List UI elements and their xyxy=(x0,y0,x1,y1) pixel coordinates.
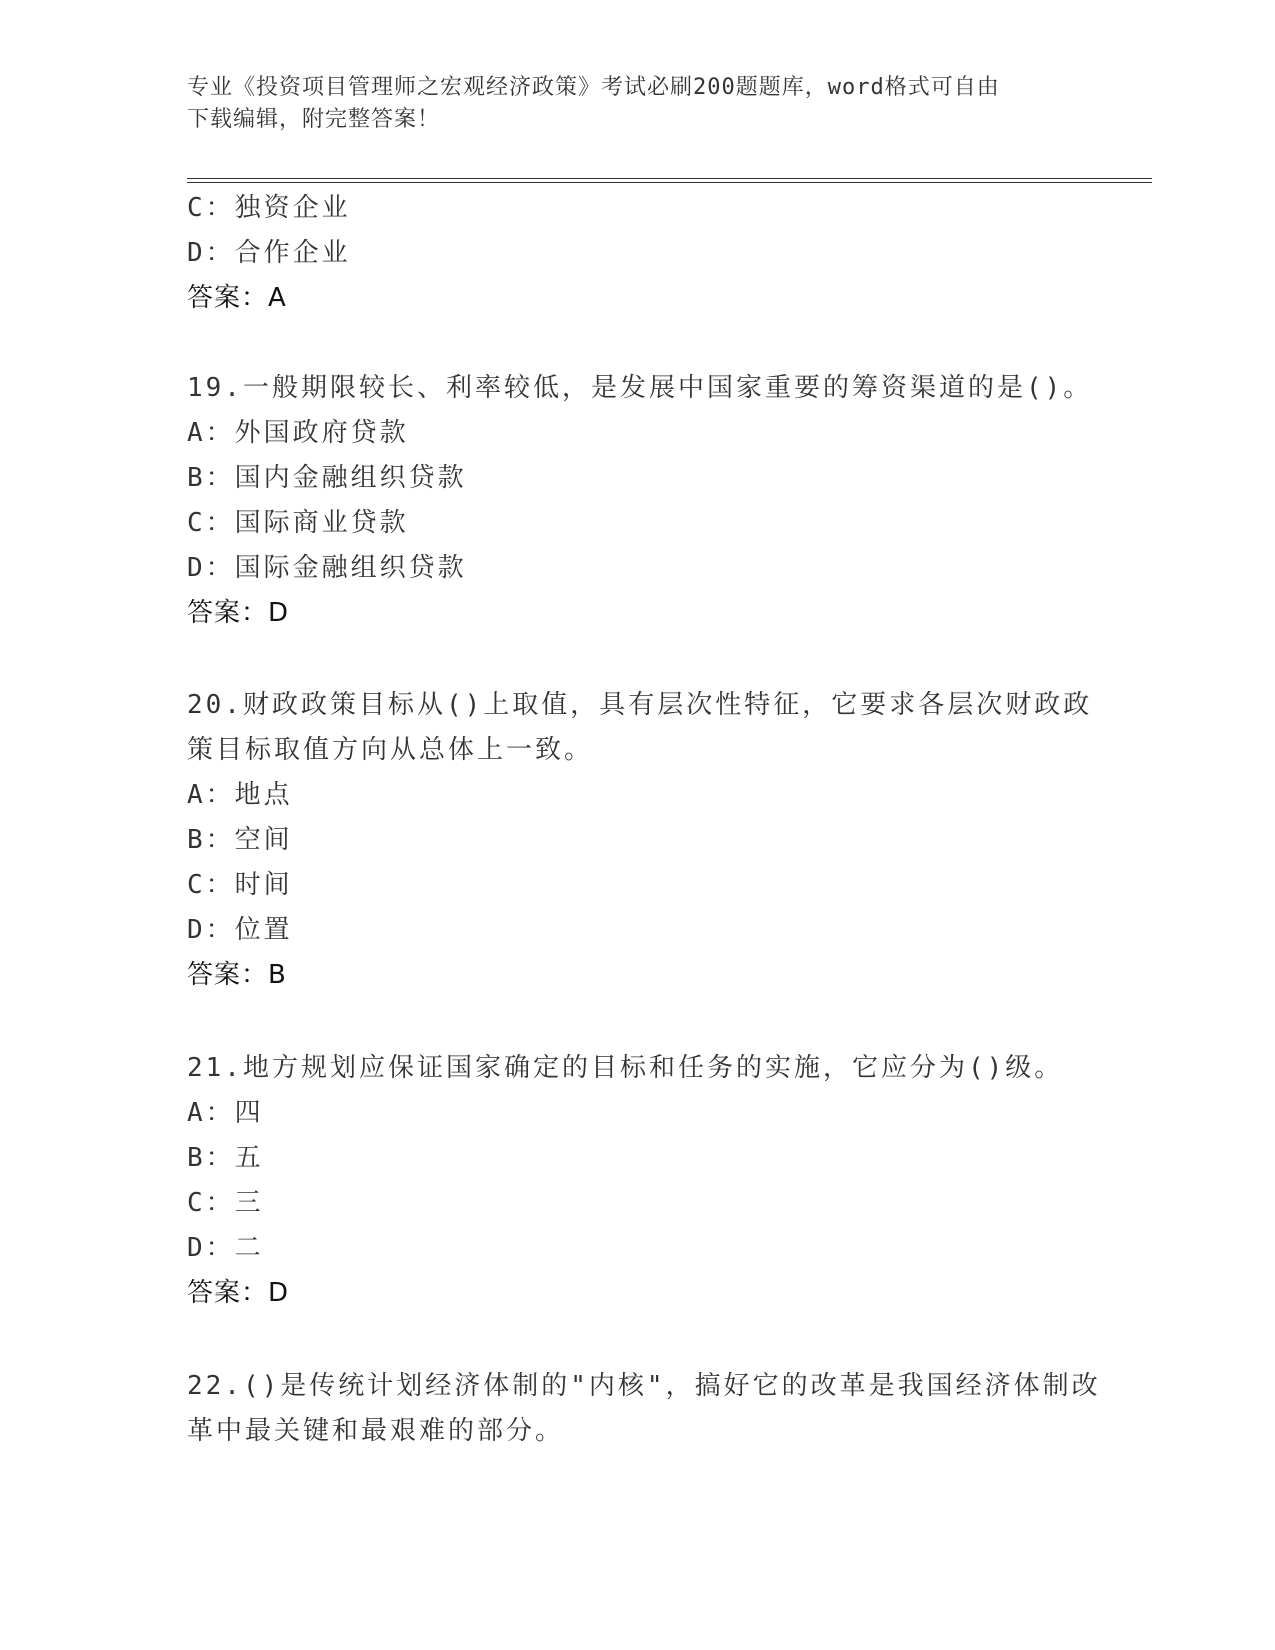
answer-line: 答案：A xyxy=(187,283,287,313)
option-b: B：国内金融组织贷款 xyxy=(187,463,467,493)
question-stem: 19.一般期限较长、利率较低，是发展中国家重要的筹资渠道的是()。 xyxy=(187,373,1093,403)
option-a: A：四 xyxy=(187,1098,264,1128)
option-d: D：位置 xyxy=(187,915,293,945)
option-b: B：五 xyxy=(187,1143,264,1173)
document-header xyxy=(187,72,1067,136)
question-stem-continued: 策目标取值方向从总体上一致。 xyxy=(187,735,594,765)
question-stem: 20.财政政策目标从()上取值，具有层次性特征，它要求各层次财政政 xyxy=(187,690,1093,720)
answer-line: 答案：B xyxy=(187,960,287,990)
header-line-2: 下载编辑，附完整答案！ xyxy=(187,107,441,132)
option-d: D：国际金融组织贷款 xyxy=(187,553,467,583)
option-c: C：时间 xyxy=(187,870,293,900)
header-divider-bottom xyxy=(187,182,1152,183)
header-divider-top xyxy=(187,178,1152,179)
option-c: C：国际商业贷款 xyxy=(187,508,409,538)
option-d: D：二 xyxy=(187,1233,264,1263)
header-line-1: 专业《投资项目管理师之宏观经济政策》考试必刷200题题库，word格式可自由 xyxy=(187,75,1000,100)
option-c: C：三 xyxy=(187,1188,264,1218)
question-stem: 22.()是传统计划经济体制的"内核"，搞好它的改革是我国经济体制改 xyxy=(187,1371,1101,1401)
option-a: A：地点 xyxy=(187,780,293,810)
question-stem: 21.地方规划应保证国家确定的目标和任务的实施，它应分为()级。 xyxy=(187,1053,1064,1083)
option-d: D：合作企业 xyxy=(187,238,351,268)
answer-line: 答案：D xyxy=(187,1278,290,1308)
answer-line: 答案：D xyxy=(187,598,290,628)
option-c: C：独资企业 xyxy=(187,193,351,223)
option-b: B：空间 xyxy=(187,825,293,855)
option-a: A：外国政府贷款 xyxy=(187,418,409,448)
question-stem-continued: 革中最关键和最艰难的部分。 xyxy=(187,1416,565,1446)
